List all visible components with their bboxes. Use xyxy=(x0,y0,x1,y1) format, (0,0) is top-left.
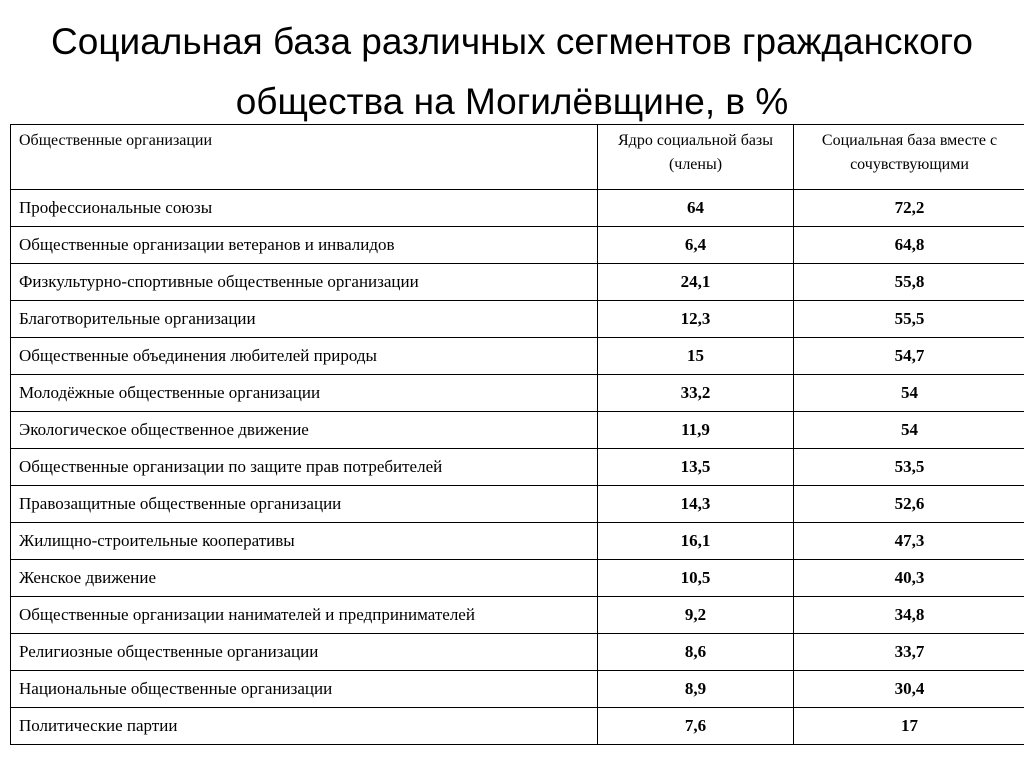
title-line-1: Социальная база различных сегментов гражданского xyxy=(51,21,973,62)
header-base-with-sympathizers: Социальная база вместе с сочувствующими xyxy=(794,125,1024,190)
core-members-cell: 9,2 xyxy=(598,597,794,634)
table-row xyxy=(11,560,1024,597)
core-members-cell: 24,1 xyxy=(598,264,794,301)
core-members-cell: 14,3 xyxy=(598,486,794,523)
organization-name-cell: Общественные организации нанимателей и предпринимателей xyxy=(11,597,598,634)
title-line-2: общества на Могилёвщине, в % xyxy=(235,81,789,122)
social-base-cell: 33,7 xyxy=(794,634,1024,671)
organization-name-cell: Общественные организации по защите прав потребителей xyxy=(11,449,598,486)
organization-name-cell: Политические партии xyxy=(11,708,598,745)
social-base-cell: 54,7 xyxy=(794,338,1024,375)
core-members-cell: 64 xyxy=(598,190,794,227)
data-table xyxy=(10,124,1024,745)
organization-name-cell: Общественные объединения любителей природы xyxy=(11,338,598,375)
organization-name-cell: Женское движение xyxy=(11,560,598,597)
organization-name-cell: Молодёжные общественные организации xyxy=(11,375,598,412)
social-base-cell: 64,8 xyxy=(794,227,1024,264)
table-row xyxy=(11,523,1024,560)
core-members-cell: 15 xyxy=(598,338,794,375)
table-row xyxy=(11,264,1024,301)
social-base-cell: 30,4 xyxy=(794,671,1024,708)
table-row xyxy=(11,338,1024,375)
table-row xyxy=(11,597,1024,634)
social-base-cell: 55,8 xyxy=(794,264,1024,301)
social-base-cell: 55,5 xyxy=(794,301,1024,338)
social-base-cell: 54 xyxy=(794,375,1024,412)
page-title xyxy=(0,12,1024,132)
core-members-cell: 10,5 xyxy=(598,560,794,597)
social-base-cell: 72,2 xyxy=(794,190,1024,227)
header-organizations: Общественные организации xyxy=(11,125,598,190)
core-members-cell: 8,6 xyxy=(598,634,794,671)
table-row xyxy=(11,375,1024,412)
table-row xyxy=(11,634,1024,671)
table-header-row xyxy=(11,125,1024,190)
core-members-cell: 8,9 xyxy=(598,671,794,708)
table-row xyxy=(11,449,1024,486)
table-row xyxy=(11,671,1024,708)
table-row xyxy=(11,708,1024,745)
organization-name-cell: Правозащитные общественные организации xyxy=(11,486,598,523)
social-base-cell: 54 xyxy=(794,412,1024,449)
social-base-cell: 34,8 xyxy=(794,597,1024,634)
table-row xyxy=(11,190,1024,227)
table-row xyxy=(11,412,1024,449)
organization-name-cell: Общественные организации ветеранов и инвалидов xyxy=(11,227,598,264)
social-base-cell: 17 xyxy=(794,708,1024,745)
social-base-cell: 47,3 xyxy=(794,523,1024,560)
social-base-cell: 52,6 xyxy=(794,486,1024,523)
organization-name-cell: Физкультурно-спортивные общественные организации xyxy=(11,264,598,301)
organization-name-cell: Национальные общественные организации xyxy=(11,671,598,708)
core-members-cell: 6,4 xyxy=(598,227,794,264)
table-body xyxy=(11,190,1024,745)
social-base-cell: 53,5 xyxy=(794,449,1024,486)
core-members-cell: 33,2 xyxy=(598,375,794,412)
organization-name-cell: Жилищно-строительные кооперативы xyxy=(11,523,598,560)
core-members-cell: 11,9 xyxy=(598,412,794,449)
table-row xyxy=(11,227,1024,264)
social-base-cell: 40,3 xyxy=(794,560,1024,597)
organization-name-cell: Профессиональные союзы xyxy=(11,190,598,227)
table-row xyxy=(11,301,1024,338)
organization-name-cell: Экологическое общественное движение xyxy=(11,412,598,449)
table-row xyxy=(11,486,1024,523)
core-members-cell: 13,5 xyxy=(598,449,794,486)
header-core-members: Ядро социальной базы (члены) xyxy=(598,125,794,190)
core-members-cell: 12,3 xyxy=(598,301,794,338)
organization-name-cell: Благотворительные организации xyxy=(11,301,598,338)
organization-name-cell: Религиозные общественные организации xyxy=(11,634,598,671)
core-members-cell: 16,1 xyxy=(598,523,794,560)
core-members-cell: 7,6 xyxy=(598,708,794,745)
